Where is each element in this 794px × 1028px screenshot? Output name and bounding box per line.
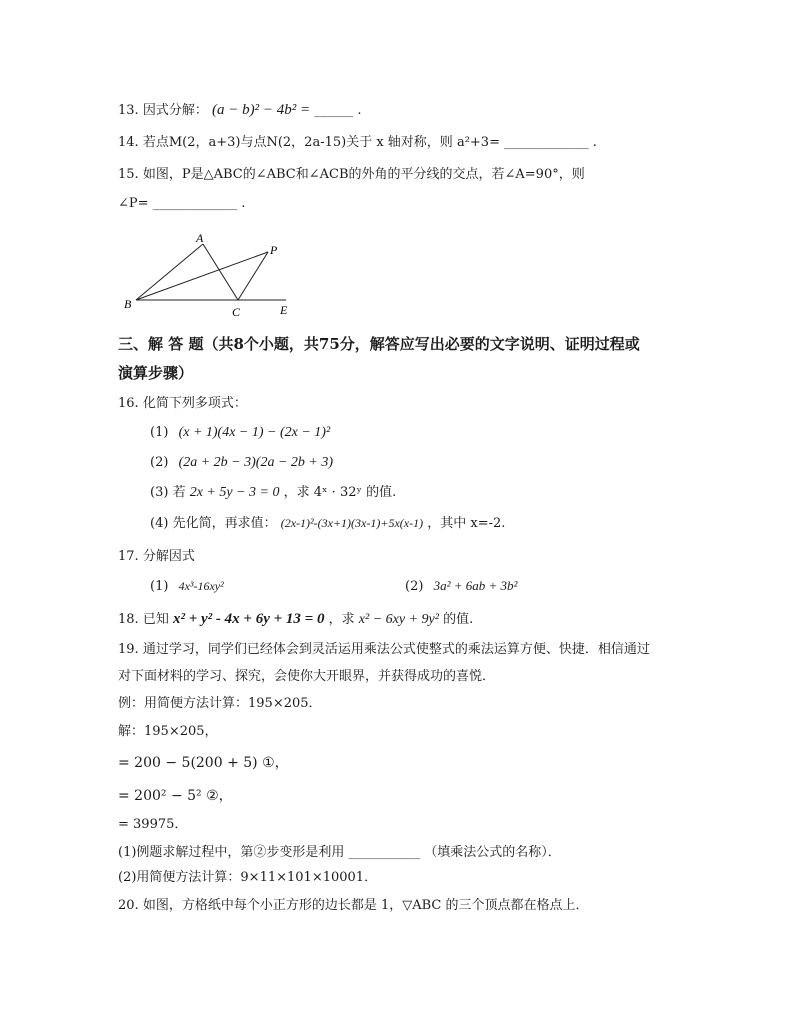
question-15 [118, 166, 585, 184]
answer-blank: _____________ [504, 135, 589, 150]
label-b: B [124, 297, 132, 311]
q19-step-1: = 200 − 5(200 + 5) ①， [118, 755, 289, 771]
label-a: A [196, 231, 204, 245]
math-expression-2: x² − 6xy + 9y² [358, 612, 439, 627]
triangle-figure [118, 228, 298, 320]
math-expression: (x + 1)(4x − 1) − (2x − 1)² [178, 425, 331, 440]
q19-solution: 解：195×205， [118, 724, 218, 739]
q19-line2: 对下面材料的学习、探究，会使你大开眼界，并获得成功的喜悦． [118, 669, 496, 684]
section-header-line2: 演算步骤） [118, 364, 194, 382]
item-label: (3) [150, 485, 169, 500]
question-number: 13. [118, 103, 139, 118]
math-expression: (2x-1)²-(3x+1)(3x-1)+5x(x-1) [280, 516, 424, 530]
math-expression: 2x + 5y − 3 = 0 [189, 485, 280, 500]
question-14 [118, 134, 597, 152]
question-number: 18. [118, 612, 139, 627]
question-text: 分解因式 [142, 549, 195, 564]
math-expression: (a − b)² − 4b² = [211, 102, 311, 118]
item-label: (2) [150, 455, 169, 470]
item-text: 若 [172, 485, 186, 500]
question-text: 化简下列多项式： [142, 396, 247, 411]
question-text: 如图，P是△ABC的∠ABC和∠ACB的外角的平分线的交点，若∠A=90°，则 [142, 167, 585, 182]
q19-part-2: (2)用简便方法计算：9×11×101×10001． [118, 870, 378, 885]
item-label: (1) [150, 425, 169, 440]
question-text: 若点M(2，a+3)与点N(2，2a-15)关于 x 轴对称，则 a²+3= [142, 135, 500, 150]
math-expression: x² + y² - 4x + 6y + 13 = 0 [172, 611, 325, 627]
label-c: C [232, 305, 241, 319]
segment-ac [203, 244, 238, 300]
item-text: 先化简，再求值： [172, 516, 277, 531]
item-label: (2) [405, 579, 424, 594]
question-number: 20. [118, 898, 139, 913]
math-expression: 3a² + 6ab + 3b² [433, 578, 518, 593]
question-text: ，求 [328, 612, 355, 627]
period: . [592, 135, 597, 150]
question-text: (1)例题求解过程中，第②步变形是利用 [118, 845, 345, 860]
q17-item-1 [150, 577, 224, 596]
q16-item-1 [150, 424, 330, 442]
period: . [241, 196, 246, 211]
question-text: 通过学习，同学们已经体会到灵活运用乘法公式使整式的乘法运算方便、快捷．相信通过 [142, 642, 650, 657]
question-13 [118, 101, 362, 120]
q16-item-3 [150, 484, 396, 502]
question-number: 15. [118, 167, 139, 182]
label-e: E [280, 303, 288, 317]
question-text: 因式分解： [142, 103, 208, 118]
question-15-line2 [118, 195, 245, 213]
question-19 [118, 641, 650, 659]
q19-step-3: = 39975． [118, 817, 188, 832]
answer-blank: ___________ [348, 845, 421, 860]
math-expression: 4x³-16xy² [178, 579, 224, 593]
item-text: ，求 4ˣ · 32ʸ 的值. [283, 485, 397, 500]
question-18 [118, 610, 473, 629]
segment-ba [136, 244, 203, 300]
question-number: 16. [118, 396, 139, 411]
item-label: (4) [150, 516, 169, 531]
question-17 [118, 548, 195, 566]
question-text: 已知 [142, 612, 169, 627]
question-text: （填乘法公式的名称）． [424, 845, 561, 860]
item-text: ，其中 x=-2. [427, 516, 506, 531]
question-16 [118, 395, 247, 413]
q19-part-1 [118, 844, 561, 862]
question-text: 的值. [443, 612, 474, 627]
q19-step-2: = 200² − 5² ②， [118, 788, 233, 804]
q17-item-2 [405, 577, 517, 596]
label-p: P [270, 243, 278, 257]
question-number: 19. [118, 642, 139, 657]
q16-item-2 [150, 454, 333, 472]
question-number: 14. [118, 135, 139, 150]
answer-blank: _____________ [152, 196, 238, 211]
segment-bp [136, 252, 268, 300]
item-label: (1) [150, 579, 169, 594]
math-expression: (2a + 2b − 3)(2a − 2b + 3) [178, 455, 333, 470]
period: . [357, 103, 362, 118]
question-number: 17. [118, 549, 139, 564]
question-text: ∠P= [118, 196, 149, 211]
question-20 [118, 897, 589, 915]
question-text: 如图，方格纸中每个小正方形的边长都是 1，▽ABC 的三个顶点都在格点上． [142, 898, 589, 913]
section-header: 三、解 答 题（共8个小题，共75分，解答应写出必要的文字说明、证明过程或 [118, 335, 640, 353]
segment-cp [238, 252, 268, 300]
q16-item-4 [150, 514, 505, 533]
answer-blank: ______ [314, 103, 354, 118]
q19-example: 例：用简便方法计算：195×205． [118, 696, 322, 711]
